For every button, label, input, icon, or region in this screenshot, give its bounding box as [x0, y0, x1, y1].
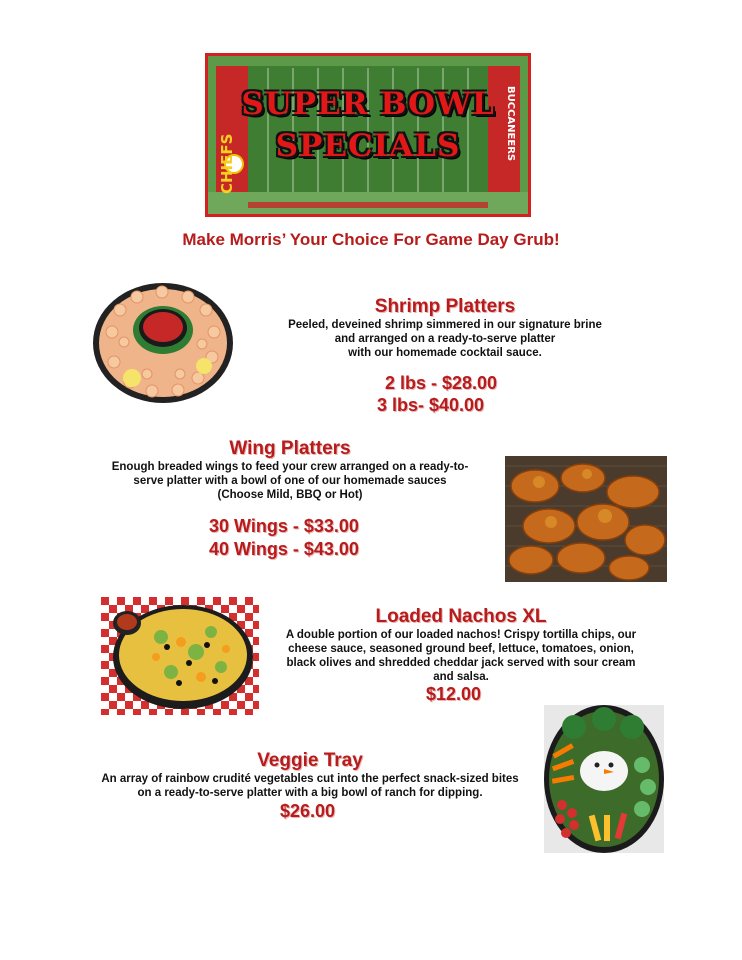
wing-platters-description [92, 460, 488, 502]
description-line: An array of rainbow crudité vegetables cut into the perfect snack-sized bites [101, 773, 519, 785]
chiefs-endzone-text: CHIEFS [218, 133, 236, 194]
wing-platter-photo [505, 456, 667, 582]
description-line: with our homemade cocktail sauce. [348, 347, 542, 359]
shrimp-platter-photo [92, 282, 234, 404]
description-line: and arranged on a ready-to-serve platter [334, 333, 556, 345]
wing-platters-title: Wing Platters [229, 438, 351, 459]
wings-price-30: 30 Wings - $33.00 [209, 516, 359, 536]
banner-title-line1: SUPER BOWL [241, 86, 495, 122]
banner-title-line2: SPECIALS [275, 128, 461, 164]
description-line: A double portion of our loaded nachos! Crispy tortilla chips, our [285, 629, 637, 641]
veggie-tray-description [80, 772, 540, 800]
loaded-nachos-title: Loaded Nachos XL [375, 606, 547, 627]
description-line: serve platter with a bowl of one of our homemade sauces [133, 475, 447, 487]
wings-price-40: 40 Wings - $43.00 [209, 539, 359, 559]
shrimp-platters-title: Shrimp Platters [374, 296, 516, 317]
loaded-nachos-description [266, 628, 656, 684]
description-line: Enough breaded wings to feed your crew arranged on a ready-to- [111, 461, 469, 473]
shrimp-price-3lbs: 3 lbs- $40.00 [377, 395, 485, 415]
tagline: Make Morris’ Your Choice For Game Day Grub! [182, 230, 560, 249]
veggie-tray-title: Veggie Tray [257, 750, 363, 771]
description-line: Peeled, deveined shrimp simmered in our signature brine [288, 319, 602, 331]
description-line: on a ready-to-serve platter with a big bowl of ranch for dipping. [137, 787, 483, 799]
description-line: (Choose Mild, BBQ or Hot) [217, 489, 363, 501]
super-bowl-banner [205, 53, 531, 217]
veggie-price: $26.00 [280, 801, 336, 821]
nachos-photo [101, 597, 259, 715]
description-line: and salsa. [433, 671, 489, 683]
shrimp-platters-description [260, 318, 630, 360]
description-line: black olives and shredded cheddar jack served with sour cream [286, 657, 636, 669]
shrimp-price-2lbs: 2 lbs - $28.00 [385, 373, 498, 393]
nachos-price: $12.00 [426, 684, 482, 704]
veggie-tray-photo [544, 705, 664, 853]
description-line: cheese sauce, seasoned ground beef, lettuce, tomatoes, onion, [288, 643, 634, 655]
buccaneers-endzone-text: BUCCANEERS [505, 86, 516, 162]
